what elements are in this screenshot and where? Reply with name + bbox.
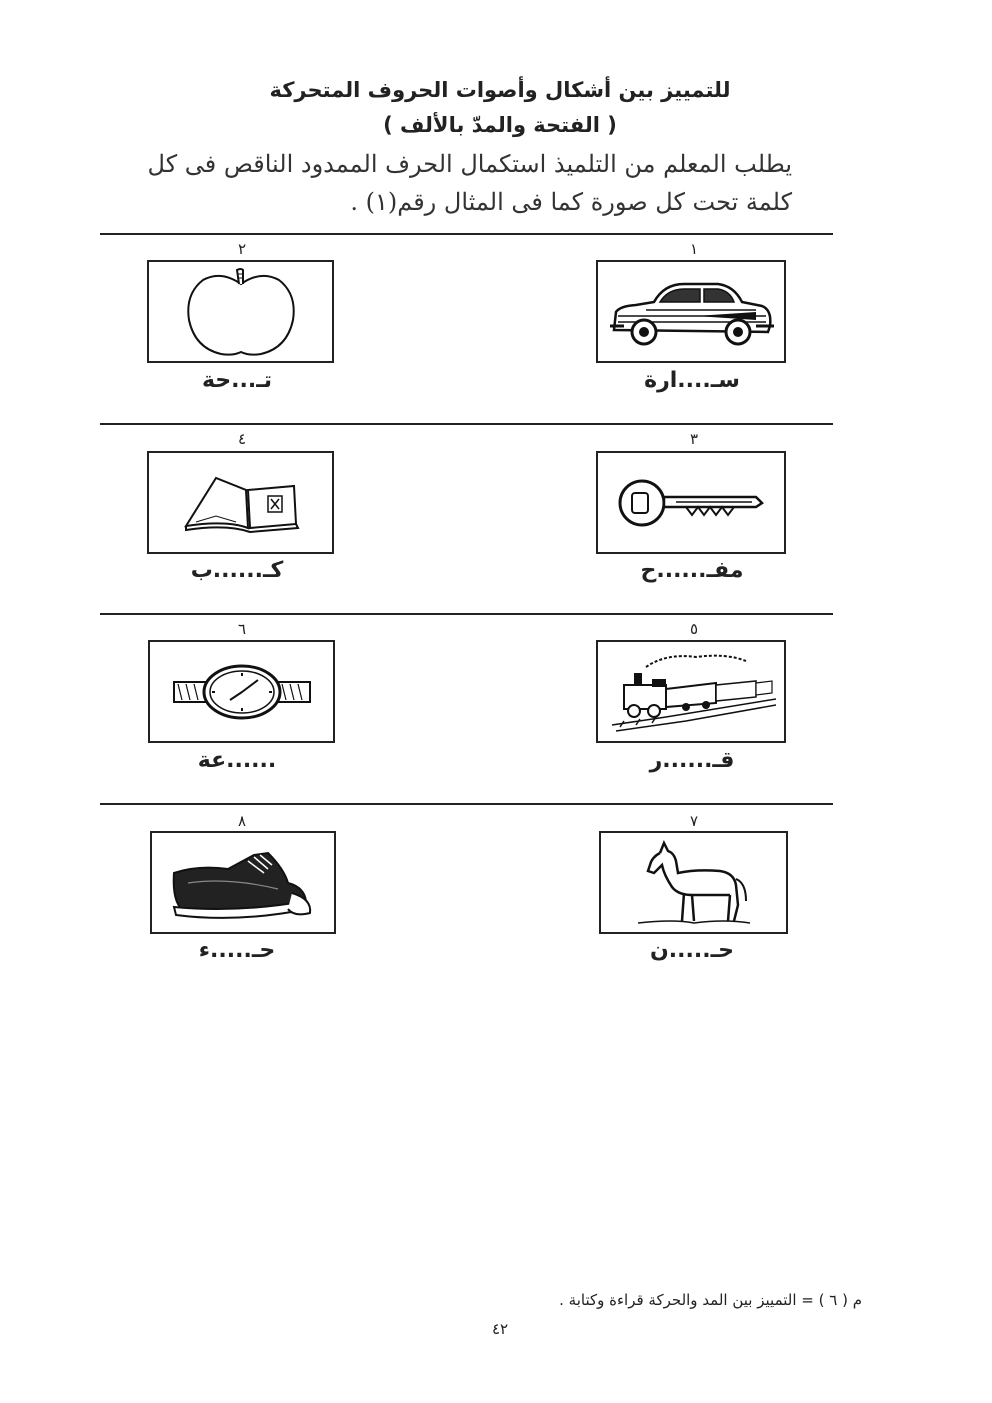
instruction-line-1: يطلب المعلم من التلميذ استكمال الحرف الممدود الناقص فى كل <box>147 150 792 178</box>
page-title: للتمييز بين أشكال وأصوات الحروف المتحركة <box>269 78 731 102</box>
apple-icon <box>181 266 301 358</box>
incomplete-word: كـ......ب <box>190 558 284 583</box>
item-number: ٢ <box>237 240 247 258</box>
picture-frame <box>596 451 786 554</box>
item-number: ٧ <box>689 812 699 830</box>
picture-frame <box>596 640 786 743</box>
divider-line <box>100 423 833 425</box>
item-number: ٦ <box>237 620 247 638</box>
page-number: ٤٢ <box>491 1320 509 1338</box>
item-number: ٨ <box>237 812 247 830</box>
train-icon <box>606 647 776 737</box>
incomplete-word: حـ.....ن <box>650 938 734 963</box>
divider-line <box>100 233 833 235</box>
incomplete-word: حـ.....ء <box>198 938 276 963</box>
incomplete-word: سـ....ارة <box>644 368 740 393</box>
picture-frame <box>147 451 334 554</box>
instruction-line-2: كلمة تحت كل صورة كما فى المثال رقم(١) . <box>350 188 792 216</box>
picture-frame <box>596 260 786 363</box>
divider-line <box>100 803 833 805</box>
incomplete-word: تـ...حة <box>201 368 273 393</box>
page-subtitle: ( الفتحة والمدّ بالألف ) <box>383 113 617 137</box>
divider-line <box>100 613 833 615</box>
picture-frame <box>150 831 336 934</box>
picture-frame <box>147 260 334 363</box>
car-icon <box>606 272 776 352</box>
incomplete-word: ......عة <box>197 748 277 773</box>
item-number: ٤ <box>237 430 247 448</box>
item-number: ٣ <box>689 430 699 448</box>
horse-icon <box>634 839 754 927</box>
watch-icon <box>172 662 312 722</box>
incomplete-word: مفـ......ح <box>640 558 744 583</box>
item-number: ٥ <box>689 620 699 638</box>
picture-frame <box>599 831 788 934</box>
footer-label: م ( ٦ ) = التمييز بين المد والحركة قراءة وكتابة . <box>559 1291 862 1309</box>
shoe-icon <box>168 843 318 923</box>
book-icon <box>176 468 306 538</box>
picture-frame <box>148 640 335 743</box>
key-icon <box>616 473 766 533</box>
incomplete-word: قـ......ر <box>649 748 735 773</box>
item-number: ١ <box>689 240 699 258</box>
